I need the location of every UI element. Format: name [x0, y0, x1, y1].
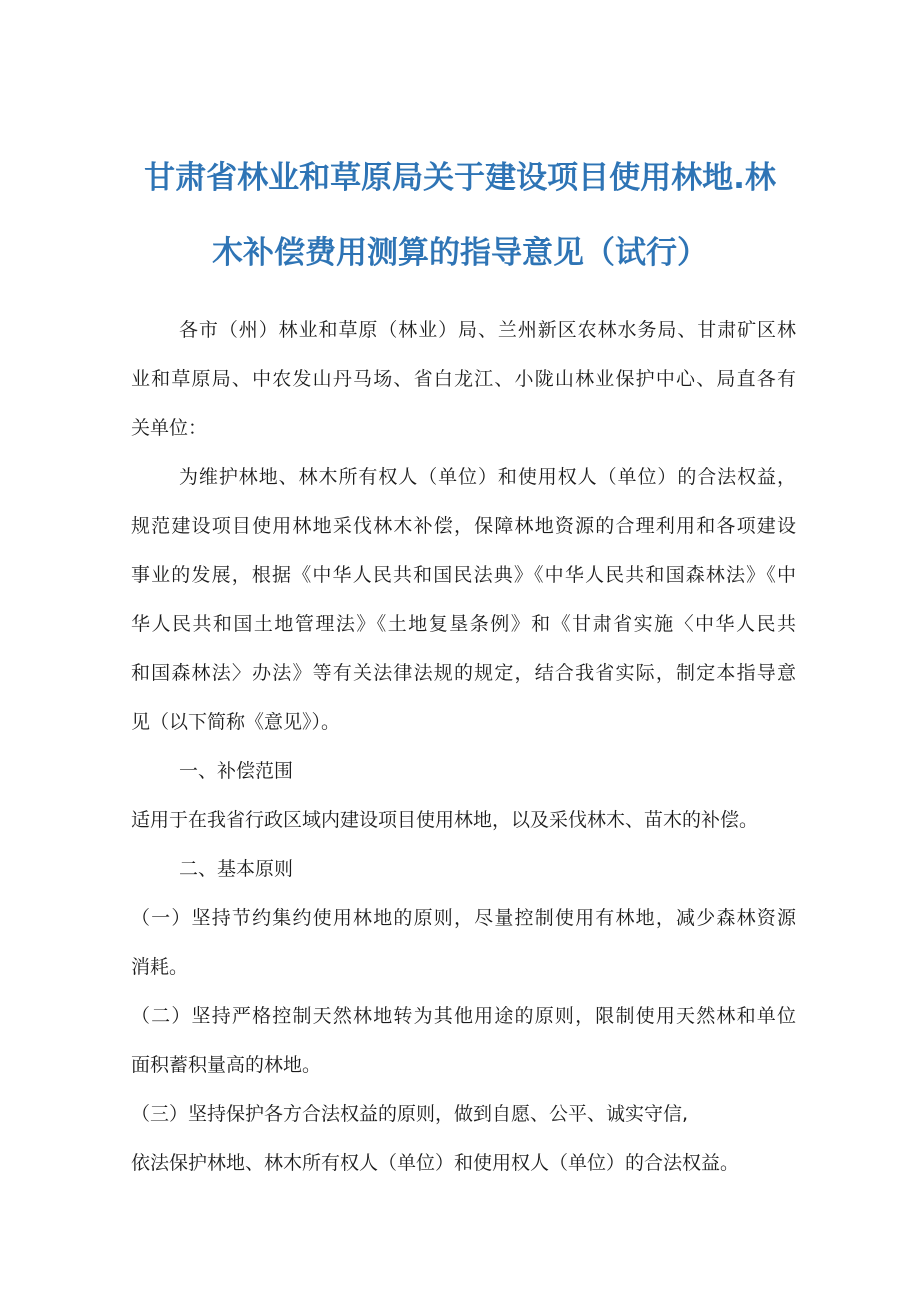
intro-line-5: 和国森林法〉办法》等有关法律法规的规定，结合我省实际，制定本指导意	[131, 662, 796, 684]
document-title-line-2: 木补偿费用测算的指导意见（试行）	[212, 235, 708, 271]
intro-line-6: 见（以下简称《意见》）。	[131, 711, 341, 733]
addressee-line-2: 业和草原局、中农发山丹马场、省白龙江、小陇山林业保护中心、局直各有	[131, 368, 796, 390]
intro-line-4: 华人民共和国土地管理法》《土地复垦条例》和《甘肃省实施〈中华人民共	[131, 613, 796, 635]
intro-line-1: 为维护林地、林木所有权人（单位）和使用权人（单位）的合法权益，	[179, 466, 796, 488]
principle-1-line-1: （一）坚持节约集约使用林地的原则，尽量控制使用有林地，减少森林资源	[131, 907, 796, 929]
document-title-line-1: 甘肃省林业和草原局关于建设项目使用林地.林	[144, 160, 776, 196]
principle-3-line-1: （三）坚持保护各方合法权益的原则，做到自愿、公平、诚实守信,	[131, 1103, 689, 1125]
section-1-text: 适用于在我省行政区域内建设项目使用林地，以及采伐林木、苗木的补偿。	[131, 809, 759, 831]
principle-1-line-2: 消耗。	[131, 956, 189, 978]
section-1-heading: 一、补偿范围	[179, 760, 294, 782]
intro-line-3: 事业的发展，根据《中华人民共和国民法典》《中华人民共和国森林法》《中	[131, 564, 796, 586]
principle-2-line-2: 面积蓄积量高的林地。	[131, 1054, 322, 1076]
addressee-line-3: 关单位：	[131, 417, 208, 439]
principle-3-line-2: 依法保护林地、林木所有权人（单位）和使用权人（单位）的合法权益。	[131, 1152, 740, 1174]
addressee-line-1: 各市（州）林业和草原（林业）局、兰州新区农林水务局、甘肃矿区林	[179, 319, 796, 341]
intro-line-2: 规范建设项目使用林地采伐林木补偿，保障林地资源的合理利用和各项建设	[131, 515, 796, 537]
section-2-heading: 二、基本原则	[179, 858, 294, 880]
principle-2-line-1: （二）坚持严格控制天然林地转为其他用途的原则，限制使用天然林和单位	[131, 1005, 796, 1027]
